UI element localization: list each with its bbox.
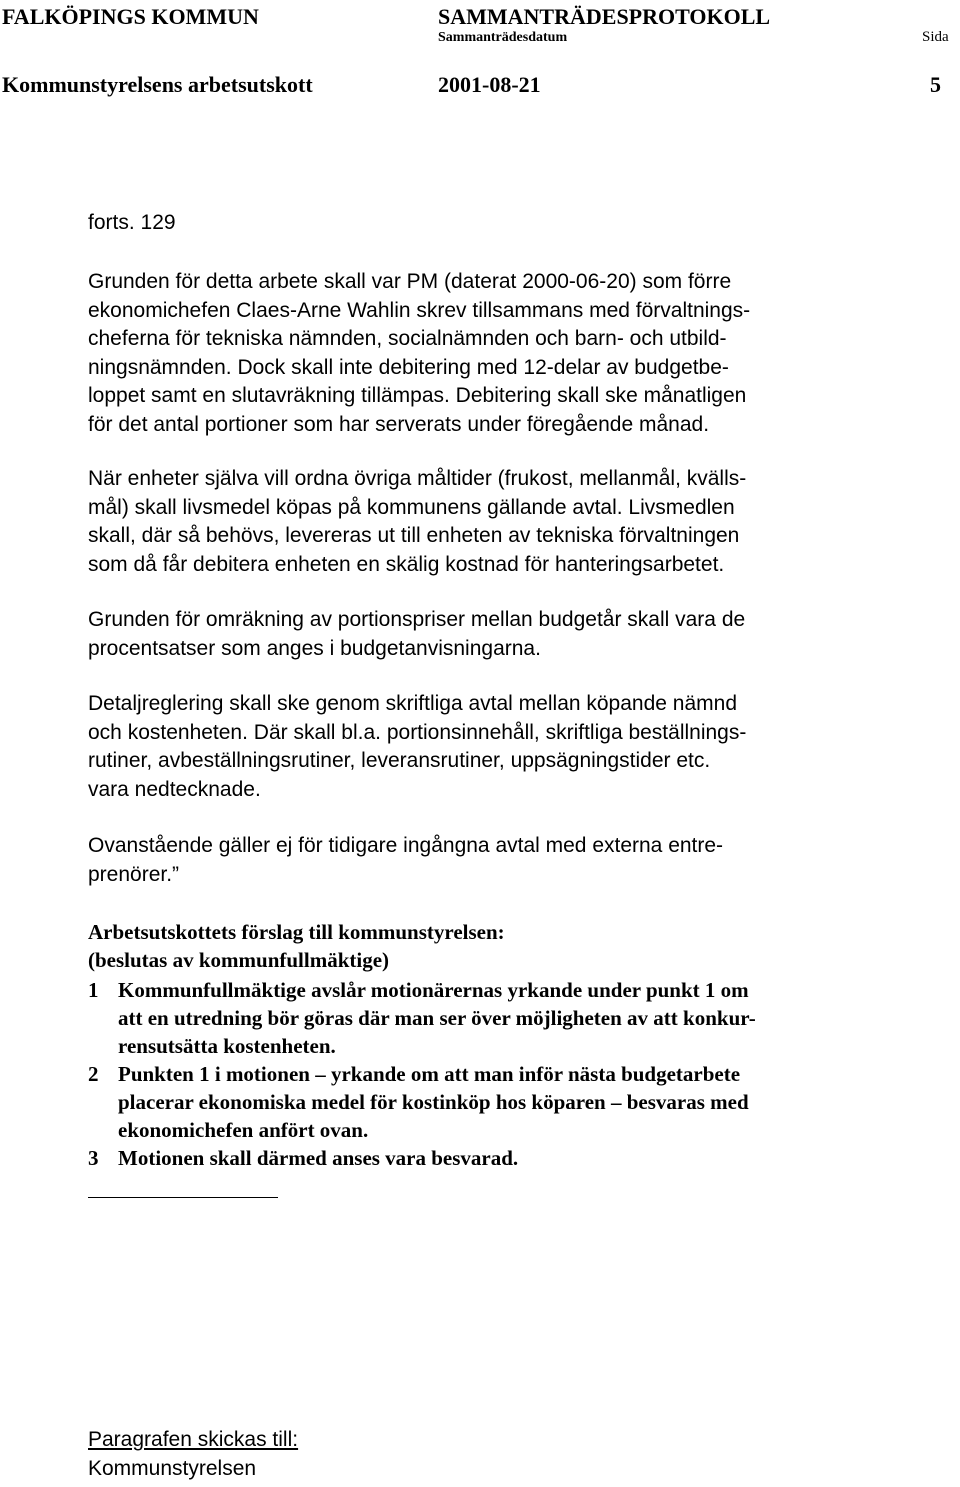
paragraph-line: mål) skall livsmedel köpas på kommunens gällande avtal. Livsmedlen xyxy=(88,495,735,519)
list-item-line: att en utredning bör göras där man ser över möjligheten av att konkur- xyxy=(118,1006,756,1030)
paragraph-4 xyxy=(88,690,868,804)
paragraph-line: prenörer.” xyxy=(88,862,180,886)
paragraph-line: rutiner, avbeställningsrutiner, leveransrutiner, uppsägningstider etc. xyxy=(88,749,711,772)
paragraph-line: När enheter själva vill ordna övriga måltider (frukost, mellanmål, kvälls- xyxy=(88,467,747,490)
list-item-number: 1 xyxy=(88,978,99,1002)
page-label: Sida xyxy=(922,29,949,45)
committee-name: Kommunstyrelsens arbetsutskott xyxy=(2,72,313,97)
paragraph-3 xyxy=(88,606,868,663)
distribution-label: Paragrafen skickas till: xyxy=(88,1428,299,1451)
paragraph-line: ekonomichefen Claes-Arne Wahlin skrev tillsammans med förvaltnings- xyxy=(88,298,751,322)
meeting-date-label: Sammanträdesdatum xyxy=(438,30,568,45)
paragraph-line: Detaljreglering skall ske genom skriftliga avtal mellan köpande nämnd xyxy=(88,692,738,715)
paragraph-line: Grunden för omräkning av portionspriser mellan budgetår skall vara de xyxy=(88,608,746,631)
paragraph-line: loppet samt en slutavräkning tillämpas. Debitering skall ske månatligen xyxy=(88,384,747,407)
list-item-line: ekonomichefen anfört ovan. xyxy=(118,1118,369,1142)
paragraph-line: vara nedtecknade. xyxy=(88,777,261,801)
distribution-recipient: Kommunstyrelsen xyxy=(88,1457,257,1480)
meeting-date: 2001-08-21 xyxy=(438,72,541,97)
proposal-heading: Arbetsutskottets förslag till kommunstyrelsen: xyxy=(88,920,505,944)
continuation-marker: forts. 129 xyxy=(88,211,176,234)
list-item-line: rensutsätta kostenheten. xyxy=(118,1034,336,1058)
proposal-list xyxy=(88,976,878,1172)
list-item xyxy=(88,1144,878,1172)
paragraph-line: Ovanstående gäller ej för tidigare ingångna avtal med externa entre- xyxy=(88,834,724,857)
list-item-number: 2 xyxy=(88,1062,99,1086)
paragraph-1 xyxy=(88,268,868,439)
paragraph-line: för det antal portioner som har serverats under föregående månad. xyxy=(88,412,710,436)
list-item-number: 3 xyxy=(88,1146,99,1170)
list-item-line: Punkten 1 i motionen – yrkande om att man inför nästa budgetarbete xyxy=(118,1062,741,1086)
list-item-line: Motionen skall därmed anses vara besvarad. xyxy=(118,1146,519,1170)
municipality-name: FALKÖPINGS KOMMUN xyxy=(2,4,259,29)
paragraph-line: ningsnämnden. Dock skall inte debitering med 12-delar av budgetbe- xyxy=(88,355,729,379)
separator-rule xyxy=(88,1197,278,1198)
list-item xyxy=(88,976,878,1060)
paragraph-5 xyxy=(88,832,868,889)
list-item-line: Kommunfullmäktige avslår motionärernas yrkande under punkt 1 om xyxy=(118,978,749,1002)
paragraph-line: procentsatser som anges i budgetanvisningarna. xyxy=(88,636,541,660)
proposal-subheading: (beslutas av kommunfullmäktige) xyxy=(88,948,390,972)
paragraph-line: Grunden för detta arbete skall var PM (daterat 2000-06-20) som förre xyxy=(88,270,732,293)
list-item-line: placerar ekonomiska medel för kostinköp hos köparen – besvaras med xyxy=(118,1090,749,1114)
proposal-heading-block xyxy=(88,918,505,974)
paragraph-line: och kostenheten. Där skall bl.a. portionsinnehåll, skriftliga beställnings- xyxy=(88,720,747,744)
paragraph-line: skall, där så behövs, levereras ut till enheten av tekniska förvaltningen xyxy=(88,524,740,547)
page-number: 5 xyxy=(930,72,941,97)
paragraph-line: som då får debitera enheten en skälig kostnad för hanteringsarbetet. xyxy=(88,552,725,576)
paragraph-line: cheferna för tekniska nämnden, socialnämnden och barn- och utbild- xyxy=(88,327,727,350)
document-type: SAMMANTRÄDESPROTOKOLL xyxy=(438,4,771,29)
list-item xyxy=(88,1060,878,1144)
paragraph-2 xyxy=(88,465,868,579)
